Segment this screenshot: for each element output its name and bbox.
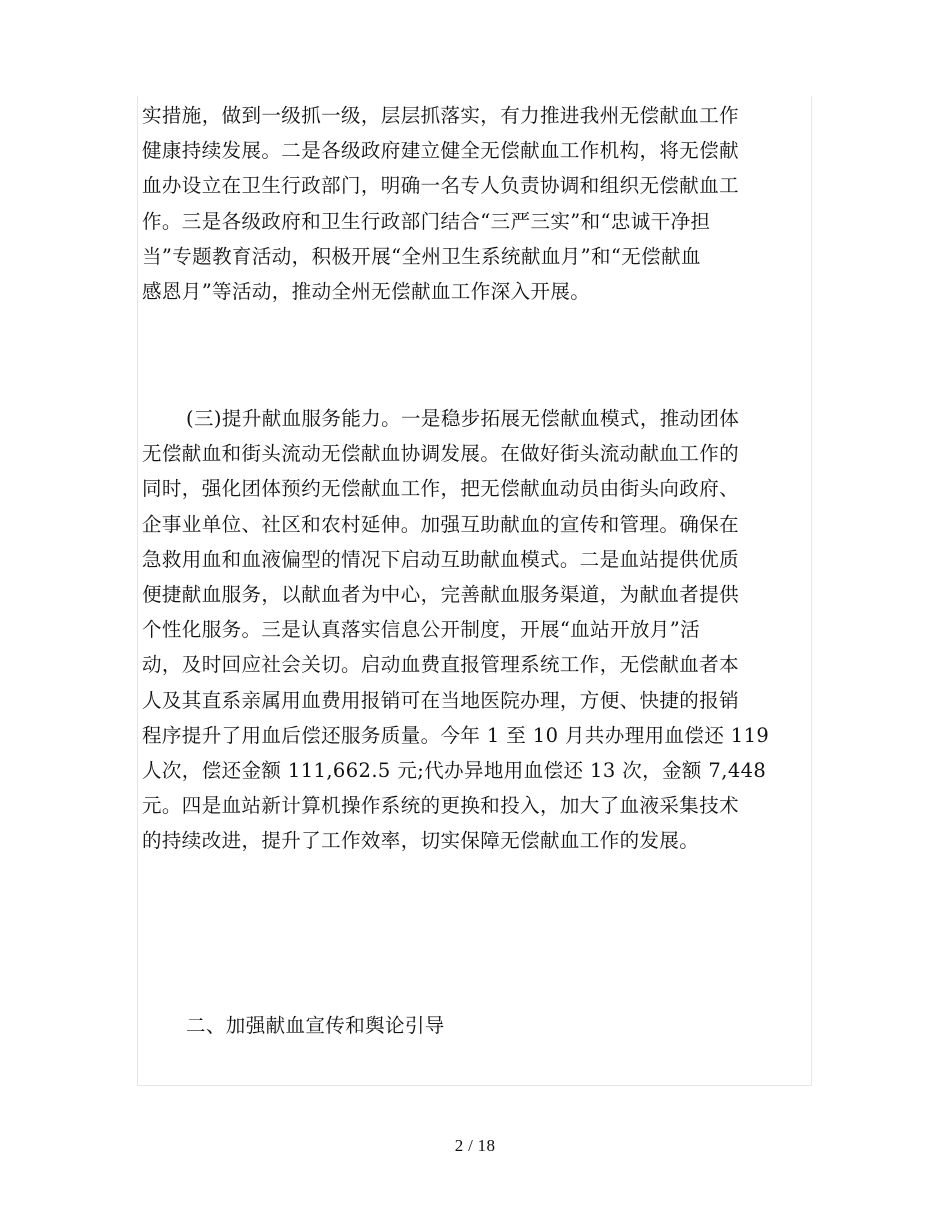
text-line: (三)提升献血服务能力。一是稳步拓展无偿献血模式，推动团体 [186, 407, 740, 430]
text-line: 人及其直系亲属用血费用报销可在当地医院办理，方便、快捷的报销 [142, 688, 740, 712]
text-line: 程序提升了用血后偿还服务质量。今年 1 至 10 月共办理用血偿还 119 [142, 723, 770, 747]
text-line: 同时，强化团体预约无偿献血工作，把无偿献血动员由街头向政府、 [142, 477, 740, 501]
text-line: 作。三是各级政府和卫生行政部门结合“三严三实”和“忠诚干净担 [142, 209, 711, 233]
text-line: 实措施，做到一级抓一级，层层抓落实，有力推进我州无偿献血工作 [142, 104, 740, 127]
text-line: 人次，偿还金额 111,662.5 元;代办异地用血偿还 13 次，金额 7,448 [142, 759, 767, 783]
text-line: 便捷献血服务，以献血者为中心，完善献血服务渠道，为献血者提供 [142, 583, 740, 607]
text-line: 动，及时回应社会关切。启动血费直报管理系统工作，无偿献血者本 [142, 653, 740, 677]
text-line: 企事业单位、社区和农村延伸。加强互助献血的宣传和管理。确保在 [142, 512, 740, 536]
text-line: 的持续改进，提升了工作效率，切实保障无偿献血工作的发展。 [142, 829, 700, 853]
text-line: 当”专题教育活动，积极开展“全州卫生系统献血月”和“无偿献血 [142, 244, 701, 268]
page-number: 2 / 18 [454, 1136, 496, 1155]
text-line: 元。四是血站新计算机操作系统的更换和投入，加大了血液采集技术 [142, 794, 740, 818]
text-line: 血办设立在卫生行政部门，明确一名专人负责协调和组织无偿献血工 [142, 174, 740, 198]
paragraph-service-capacity [142, 401, 810, 859]
section-heading-block [142, 1008, 810, 1043]
text-line: 急救用血和血液偏型的情况下启动互助献血模式。二是血站提供优质 [142, 547, 740, 571]
text-line: 感恩月”等活动，推动全州无偿献血工作深入开展。 [142, 280, 591, 304]
section-heading: 二、加强献血宣传和舆论引导 [186, 1014, 445, 1037]
text-line: 无偿献血和街头流动无偿献血协调发展。在做好街头流动献血工作的 [142, 442, 740, 466]
text-line: 个性化服务。三是认真落实信息公开制度，开展“血站开放月”活 [142, 618, 701, 642]
paragraph-continuation [142, 98, 810, 309]
text-line: 健康持续发展。二是各级政府建立健全无偿献血工作机构，将无偿献 [142, 139, 740, 163]
